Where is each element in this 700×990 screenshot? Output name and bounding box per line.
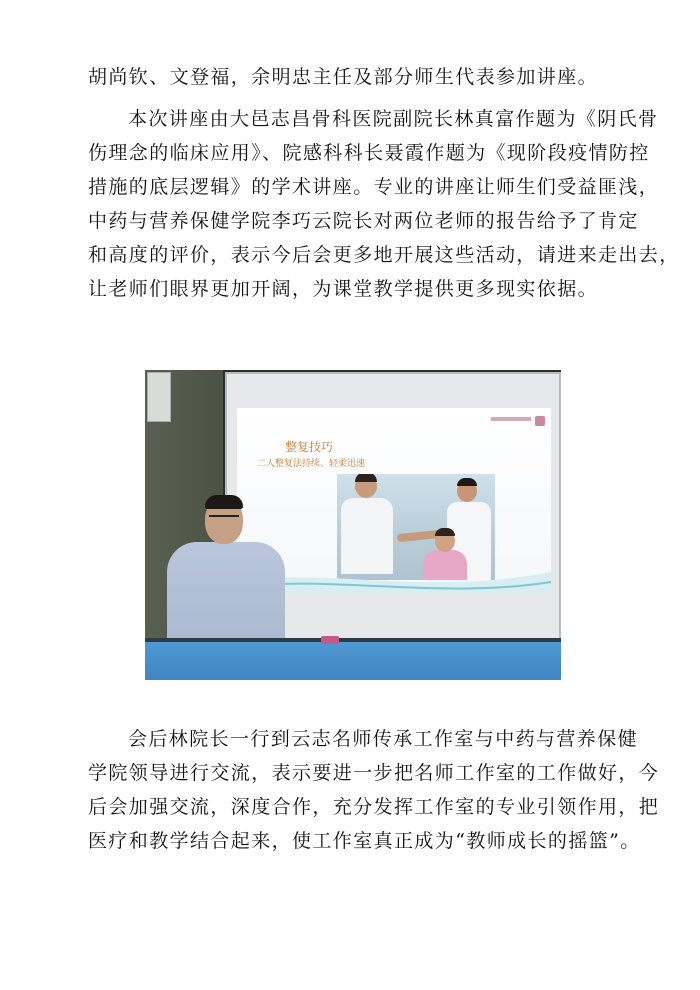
doctor-hair — [355, 474, 377, 482]
text-line: 医疗和教学结合起来，使工作室真正成为“教师成长的摇篮”。 — [88, 830, 641, 852]
text-line: 学院领导进行交流，表示要进一步把名师工作室的工作做好，今 — [88, 762, 660, 784]
text-line: 和高度的评价，表示今后会更多地开展这些活动，请进来走出去， — [88, 244, 680, 266]
paragraph-after-meeting — [88, 722, 660, 858]
assistant-hair — [457, 478, 477, 486]
lecture-photo — [145, 370, 561, 680]
presenter-hair — [205, 495, 243, 509]
text-line: 会后林院长一行到云志名师传承工作室与中药与营养保健 — [128, 728, 639, 750]
text-line: 让老师们眼界更加开阔，为课堂教学提供更多现实依据。 — [88, 278, 599, 300]
air-conditioner — [147, 372, 171, 422]
patient-hair — [435, 528, 455, 536]
text-line: 中药与营养保健学院李巧云院长对两位老师的报告给予了肯定 — [88, 210, 639, 232]
text-line: 后会加强交流，深度合作，充分发挥工作室的专业引领作用，把 — [88, 796, 660, 818]
slide-logo-text — [491, 417, 531, 421]
presenter-glasses — [209, 515, 239, 523]
slide-logo-icon — [535, 416, 545, 426]
desk-object — [321, 636, 339, 644]
text-line: 伤理念的临床应用》、院感科科长聂霞作题为《现阶段疫情防控 — [88, 142, 650, 164]
slide-title: 整复技巧 — [285, 440, 334, 454]
blue-desk — [145, 642, 561, 680]
paragraph-lecture-summary — [88, 102, 680, 306]
text-line: 胡尚钦、文登福，余明忠主任及部分师生代表参加讲座。 — [88, 66, 599, 88]
text-line: 本次讲座由大邑志昌骨科医院副院长林真富作题为《阴氏骨 — [128, 108, 659, 130]
text-line: 措施的底层逻辑》的学术讲座。专业的讲座让师生们受益匪浅， — [88, 176, 660, 198]
slide-subtitle: 二人整复法持续、轻柔迅速 — [257, 459, 366, 469]
paragraph-attendees — [88, 60, 628, 94]
